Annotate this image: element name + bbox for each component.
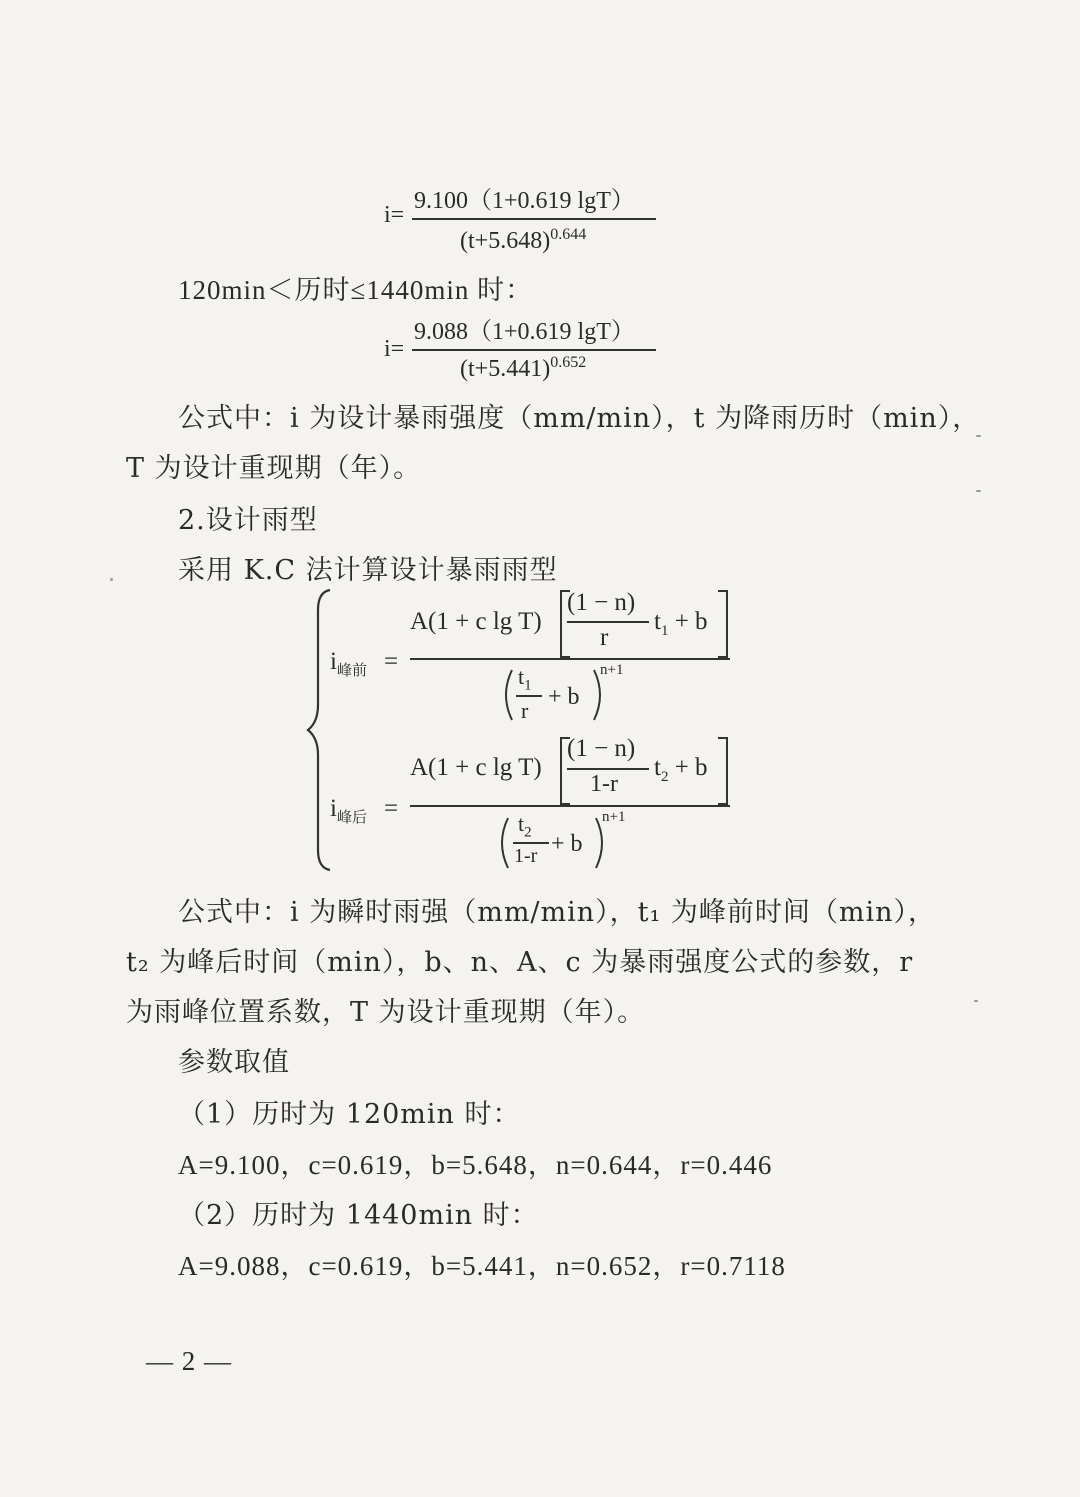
scan-speck [974, 1000, 978, 1002]
kc-pre-den-plus-b: + b [548, 684, 580, 710]
kc-post-inner-numerator: (1 − n) [567, 735, 636, 762]
kc-pre-a-part: A(1 + c lg T) [410, 608, 542, 635]
kc-post-inner-denominator: 1-r [590, 771, 618, 797]
kc-pre-den-r: r [521, 698, 529, 723]
condition-120-1440: 120min＜历时≤1440min 时： [178, 275, 534, 305]
scan-speck [110, 578, 113, 581]
kc-pre-den-exponent: n+1 [600, 662, 624, 678]
formula2-numerator: 9.088（1+0.619 lgT） [414, 319, 635, 345]
formula1-lhs: i= [384, 202, 405, 228]
kc-pre-t: t [654, 608, 661, 635]
kc-post-den-r: 1-r [514, 845, 538, 867]
kc-pre-t-subscript: 1 [660, 623, 669, 639]
scan-speck [976, 435, 981, 437]
section2-intro: 采用 K.C 法计算设计暴雨雨型 [178, 555, 558, 586]
kc-post-den-fraction-bar [513, 842, 549, 844]
kc-pre-inner-denominator: r [600, 624, 609, 651]
kc-post-a-part: A(1 + c lg T) [410, 754, 542, 781]
note2-line1: 公式中：i 为瞬时雨强（mm/min），t₁ 为峰前时间（min）， [178, 897, 937, 928]
note1-line2: T 为设计重现期（年）。 [126, 453, 422, 484]
case2-title: （2）历时为 1440min 时： [178, 1200, 539, 1231]
page-number: — 2 — [146, 1346, 232, 1376]
formula2-denominator-base: (t+5.441) [460, 356, 551, 382]
note2-line2: t₂ 为峰后时间（min），b、n、A、c 为暴雨强度公式的参数，r [126, 947, 914, 978]
kc-pre-i: i [330, 648, 337, 675]
kc-pre-equals: = [384, 648, 399, 675]
note2-line3: 为雨峰位置系数，T 为设计重现期（年）。 [126, 997, 646, 1028]
kc-pre-subscript: 峰前 [336, 663, 367, 679]
kc-pre-plus-b: + b [674, 608, 708, 635]
kc-post-den-t-letter: t [518, 811, 525, 836]
scan-speck [976, 490, 981, 492]
kc-post-equals: = [384, 795, 399, 822]
formula1-denominator-exponent: 0.644 [550, 226, 587, 243]
formula2-lhs: i= [384, 336, 405, 362]
section2-title: 2.设计雨型 [178, 505, 318, 536]
kc-post-t: t [654, 754, 661, 781]
formula2-denominator-exponent: 0.652 [550, 354, 587, 371]
kc-pre-den-t-letter: t [518, 664, 525, 689]
kc-pre-inner-numerator: (1 − n) [567, 589, 636, 616]
formula1-denominator-base: (t+5.648) [460, 228, 551, 254]
kc-post-plus-b: + b [674, 754, 708, 781]
kc-post-den-t [518, 811, 532, 841]
kc-post-den-exponent: n+1 [602, 809, 626, 825]
kc-pre-den-t-subscript: 1 [524, 677, 532, 694]
params-title: 参数取值 [178, 1047, 290, 1078]
kc-post-den-t-subscript: 2 [524, 824, 532, 841]
note1-line1: 公式中：i 为设计暴雨强度（mm/min），t 为降雨历时（min）， [178, 403, 981, 434]
kc-post-i: i [330, 795, 337, 822]
case1-title: （1）历时为 120min 时： [178, 1099, 521, 1130]
case2-values: A=9.088，c=0.619，b=5.441，n=0.652，r=0.7118 [178, 1251, 786, 1281]
kc-post-subscript: 峰后 [336, 810, 367, 826]
kc-post-den-plus-b: + b [551, 831, 583, 857]
formula1-numerator: 9.100（1+0.619 lgT） [414, 188, 635, 214]
case1-values: A=9.100，c=0.619，b=5.648，n=0.644，r=0.446 [178, 1150, 773, 1180]
kc-post-t-subscript: 2 [660, 769, 669, 785]
